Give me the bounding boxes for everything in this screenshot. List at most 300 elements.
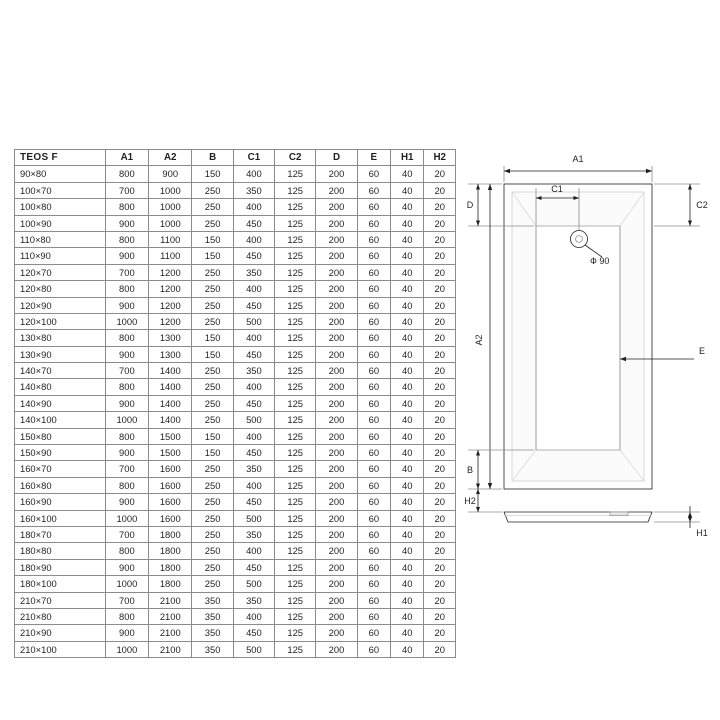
cell-model: 210×90 xyxy=(15,625,106,641)
cell-a2: 2100 xyxy=(149,608,192,624)
cell-h1: 40 xyxy=(391,297,424,313)
cell-d: 200 xyxy=(316,494,357,510)
cell-model: 140×80 xyxy=(15,379,106,395)
cell-c2: 125 xyxy=(275,526,316,542)
cell-d: 200 xyxy=(316,608,357,624)
table-row xyxy=(15,297,456,313)
cell-model: 210×80 xyxy=(15,608,106,624)
cell-a2: 2100 xyxy=(149,592,192,608)
cell-b: 250 xyxy=(192,576,233,592)
cell-e: 60 xyxy=(357,494,390,510)
cell-model: 160×100 xyxy=(15,510,106,526)
cell-a1: 900 xyxy=(105,445,148,461)
cell-model: 210×70 xyxy=(15,592,106,608)
cell-h2: 20 xyxy=(424,510,456,526)
cell-model: 120×90 xyxy=(15,297,106,313)
cell-c1: 400 xyxy=(233,231,274,247)
cell-h1: 40 xyxy=(391,428,424,444)
cell-b: 150 xyxy=(192,231,233,247)
cell-c1: 500 xyxy=(233,412,274,428)
cell-h1: 40 xyxy=(391,346,424,362)
cell-h1: 40 xyxy=(391,166,424,182)
cell-a1: 900 xyxy=(105,248,148,264)
cell-d: 200 xyxy=(316,231,357,247)
cell-c2: 125 xyxy=(275,379,316,395)
cell-h2: 20 xyxy=(424,215,456,231)
cell-c2: 125 xyxy=(275,215,316,231)
cell-b: 150 xyxy=(192,445,233,461)
cell-a2: 1200 xyxy=(149,281,192,297)
cell-a2: 1200 xyxy=(149,313,192,329)
table-row xyxy=(15,526,456,542)
label-h2: H2 xyxy=(464,496,476,506)
cell-c1: 400 xyxy=(233,330,274,346)
cell-c2: 125 xyxy=(275,543,316,559)
cell-d: 200 xyxy=(316,477,357,493)
label-drain-diameter: Ф 90 xyxy=(590,256,610,266)
cell-c1: 400 xyxy=(233,543,274,559)
cell-a1: 1000 xyxy=(105,510,148,526)
table-header xyxy=(15,150,456,166)
table-row xyxy=(15,264,456,280)
cell-model: 120×70 xyxy=(15,264,106,280)
table-row xyxy=(15,543,456,559)
cell-c2: 125 xyxy=(275,281,316,297)
cell-e: 60 xyxy=(357,199,390,215)
cell-a2: 1400 xyxy=(149,412,192,428)
cell-d: 200 xyxy=(316,215,357,231)
column-header-d: D xyxy=(316,150,357,166)
cell-c1: 350 xyxy=(233,363,274,379)
cell-e: 60 xyxy=(357,297,390,313)
table-row xyxy=(15,445,456,461)
cell-a1: 800 xyxy=(105,608,148,624)
cell-model: 140×100 xyxy=(15,412,106,428)
cell-e: 60 xyxy=(357,445,390,461)
cell-model: 210×100 xyxy=(15,641,106,657)
column-header-a2: A2 xyxy=(149,150,192,166)
cell-model: 140×90 xyxy=(15,395,106,411)
cell-model: 130×90 xyxy=(15,346,106,362)
cell-e: 60 xyxy=(357,248,390,264)
cell-h1: 40 xyxy=(391,281,424,297)
cell-a2: 1600 xyxy=(149,477,192,493)
cell-c1: 350 xyxy=(233,592,274,608)
cell-c1: 350 xyxy=(233,264,274,280)
cell-h2: 20 xyxy=(424,166,456,182)
cell-h2: 20 xyxy=(424,199,456,215)
cell-model: 180×70 xyxy=(15,526,106,542)
cell-model: 100×80 xyxy=(15,199,106,215)
drain-circle xyxy=(571,231,588,248)
table-row xyxy=(15,248,456,264)
cell-c2: 125 xyxy=(275,494,316,510)
table-row xyxy=(15,641,456,657)
cell-model: 160×70 xyxy=(15,461,106,477)
cell-h2: 20 xyxy=(424,445,456,461)
drawing-svg xyxy=(462,140,712,560)
cell-d: 200 xyxy=(316,199,357,215)
cell-a1: 700 xyxy=(105,461,148,477)
cell-a1: 900 xyxy=(105,395,148,411)
cell-c2: 125 xyxy=(275,166,316,182)
cell-h2: 20 xyxy=(424,264,456,280)
cell-c2: 125 xyxy=(275,592,316,608)
table-row xyxy=(15,215,456,231)
cell-d: 200 xyxy=(316,182,357,198)
cell-a1: 1000 xyxy=(105,641,148,657)
cell-e: 60 xyxy=(357,576,390,592)
cell-d: 200 xyxy=(316,641,357,657)
cell-b: 250 xyxy=(192,543,233,559)
cell-e: 60 xyxy=(357,313,390,329)
cell-e: 60 xyxy=(357,395,390,411)
cell-c2: 125 xyxy=(275,445,316,461)
table-row xyxy=(15,461,456,477)
cell-model: 180×80 xyxy=(15,543,106,559)
cell-d: 200 xyxy=(316,625,357,641)
cell-h2: 20 xyxy=(424,559,456,575)
cell-a2: 1800 xyxy=(149,526,192,542)
cell-a2: 1800 xyxy=(149,559,192,575)
cell-h1: 40 xyxy=(391,641,424,657)
cell-c1: 450 xyxy=(233,215,274,231)
cell-b: 150 xyxy=(192,346,233,362)
cell-b: 250 xyxy=(192,313,233,329)
label-b: B xyxy=(466,465,474,475)
table-header-row xyxy=(15,150,456,166)
cell-c2: 125 xyxy=(275,510,316,526)
cell-h2: 20 xyxy=(424,395,456,411)
cell-d: 200 xyxy=(316,395,357,411)
cell-e: 60 xyxy=(357,264,390,280)
cell-c1: 400 xyxy=(233,281,274,297)
cell-a2: 1300 xyxy=(149,330,192,346)
cell-h1: 40 xyxy=(391,379,424,395)
cell-e: 60 xyxy=(357,559,390,575)
cell-b: 250 xyxy=(192,363,233,379)
cell-d: 200 xyxy=(316,363,357,379)
cell-c1: 400 xyxy=(233,166,274,182)
cell-a1: 900 xyxy=(105,559,148,575)
cell-h1: 40 xyxy=(391,461,424,477)
cell-d: 200 xyxy=(316,248,357,264)
cell-c1: 400 xyxy=(233,477,274,493)
cell-d: 200 xyxy=(316,346,357,362)
cell-h1: 40 xyxy=(391,363,424,379)
cell-c2: 125 xyxy=(275,608,316,624)
cell-b: 250 xyxy=(192,494,233,510)
cell-a1: 800 xyxy=(105,477,148,493)
cell-e: 60 xyxy=(357,526,390,542)
table-row xyxy=(15,477,456,493)
cell-h2: 20 xyxy=(424,576,456,592)
cell-model: 140×70 xyxy=(15,363,106,379)
cell-a2: 1500 xyxy=(149,445,192,461)
cell-a1: 700 xyxy=(105,363,148,379)
cell-h2: 20 xyxy=(424,592,456,608)
cell-h2: 20 xyxy=(424,297,456,313)
cell-c1: 450 xyxy=(233,494,274,510)
cell-c1: 350 xyxy=(233,461,274,477)
table-row xyxy=(15,608,456,624)
cell-h2: 20 xyxy=(424,543,456,559)
cell-e: 60 xyxy=(357,477,390,493)
cell-d: 200 xyxy=(316,559,357,575)
cell-h1: 40 xyxy=(391,477,424,493)
cell-a2: 900 xyxy=(149,166,192,182)
cell-e: 60 xyxy=(357,231,390,247)
table-row xyxy=(15,494,456,510)
cell-h2: 20 xyxy=(424,363,456,379)
cell-c1: 450 xyxy=(233,625,274,641)
cell-e: 60 xyxy=(357,510,390,526)
table-row xyxy=(15,313,456,329)
cell-d: 200 xyxy=(316,592,357,608)
cell-c2: 125 xyxy=(275,182,316,198)
column-header-c2: C2 xyxy=(275,150,316,166)
label-a2: A2 xyxy=(474,334,484,346)
cell-h2: 20 xyxy=(424,248,456,264)
cell-e: 60 xyxy=(357,215,390,231)
cell-c2: 125 xyxy=(275,199,316,215)
cell-b: 350 xyxy=(192,625,233,641)
cell-h1: 40 xyxy=(391,592,424,608)
cell-b: 250 xyxy=(192,412,233,428)
cell-b: 350 xyxy=(192,641,233,657)
cell-c2: 125 xyxy=(275,477,316,493)
cell-a1: 700 xyxy=(105,526,148,542)
technical-drawing xyxy=(462,140,712,560)
cell-h2: 20 xyxy=(424,330,456,346)
cell-a2: 1400 xyxy=(149,395,192,411)
cell-model: 160×90 xyxy=(15,494,106,510)
cell-d: 200 xyxy=(316,543,357,559)
cell-h1: 40 xyxy=(391,526,424,542)
tray-side-profile xyxy=(504,512,652,522)
cell-d: 200 xyxy=(316,510,357,526)
dimensions-table-container xyxy=(14,149,456,658)
column-header-b: B xyxy=(192,150,233,166)
cell-h1: 40 xyxy=(391,330,424,346)
cell-h2: 20 xyxy=(424,428,456,444)
cell-c1: 450 xyxy=(233,346,274,362)
cell-a1: 800 xyxy=(105,543,148,559)
side-drain-cover xyxy=(610,512,628,516)
cell-model: 100×70 xyxy=(15,182,106,198)
cell-h2: 20 xyxy=(424,641,456,657)
label-d: D xyxy=(466,200,474,210)
cell-a2: 1200 xyxy=(149,264,192,280)
cell-h2: 20 xyxy=(424,477,456,493)
column-header-a1: A1 xyxy=(105,150,148,166)
cell-h1: 40 xyxy=(391,445,424,461)
cell-b: 150 xyxy=(192,248,233,264)
cell-model: 100×90 xyxy=(15,215,106,231)
cell-h1: 40 xyxy=(391,576,424,592)
cell-h2: 20 xyxy=(424,281,456,297)
dimensions-table xyxy=(14,149,456,658)
cell-h2: 20 xyxy=(424,526,456,542)
cell-e: 60 xyxy=(357,281,390,297)
column-header-c1: C1 xyxy=(233,150,274,166)
cell-b: 350 xyxy=(192,608,233,624)
cell-c2: 125 xyxy=(275,346,316,362)
cell-h2: 20 xyxy=(424,346,456,362)
cell-h2: 20 xyxy=(424,231,456,247)
table-row xyxy=(15,346,456,362)
cell-c1: 400 xyxy=(233,428,274,444)
cell-model: 110×80 xyxy=(15,231,106,247)
cell-c2: 125 xyxy=(275,264,316,280)
column-header-e: E xyxy=(357,150,390,166)
cell-h1: 40 xyxy=(391,510,424,526)
cell-b: 250 xyxy=(192,281,233,297)
cell-a1: 700 xyxy=(105,264,148,280)
cell-e: 60 xyxy=(357,166,390,182)
cell-a2: 1300 xyxy=(149,346,192,362)
column-header-h1: H1 xyxy=(391,150,424,166)
cell-a2: 2100 xyxy=(149,625,192,641)
cell-c1: 400 xyxy=(233,199,274,215)
cell-a1: 900 xyxy=(105,297,148,313)
cell-c1: 450 xyxy=(233,445,274,461)
cell-a2: 1000 xyxy=(149,215,192,231)
cell-b: 250 xyxy=(192,264,233,280)
cell-a1: 700 xyxy=(105,592,148,608)
cell-a2: 1500 xyxy=(149,428,192,444)
cell-a1: 800 xyxy=(105,428,148,444)
cell-b: 350 xyxy=(192,592,233,608)
cell-a2: 1600 xyxy=(149,461,192,477)
table-row xyxy=(15,166,456,182)
table-row xyxy=(15,379,456,395)
cell-a1: 900 xyxy=(105,625,148,641)
cell-d: 200 xyxy=(316,379,357,395)
cell-d: 200 xyxy=(316,297,357,313)
cell-c1: 500 xyxy=(233,313,274,329)
cell-a1: 1000 xyxy=(105,576,148,592)
cell-e: 60 xyxy=(357,608,390,624)
cell-e: 60 xyxy=(357,543,390,559)
cell-c1: 400 xyxy=(233,608,274,624)
cell-h1: 40 xyxy=(391,215,424,231)
cell-e: 60 xyxy=(357,428,390,444)
cell-a1: 1000 xyxy=(105,412,148,428)
cell-e: 60 xyxy=(357,461,390,477)
label-h1: H1 xyxy=(696,528,708,538)
cell-c1: 450 xyxy=(233,297,274,313)
cell-model: 110×90 xyxy=(15,248,106,264)
cell-model: 180×100 xyxy=(15,576,106,592)
cell-b: 250 xyxy=(192,559,233,575)
table-row xyxy=(15,330,456,346)
cell-a2: 2100 xyxy=(149,641,192,657)
cell-c2: 125 xyxy=(275,428,316,444)
cell-a1: 900 xyxy=(105,215,148,231)
table-row xyxy=(15,592,456,608)
cell-h1: 40 xyxy=(391,625,424,641)
label-c1: C1 xyxy=(551,184,563,194)
cell-model: 120×100 xyxy=(15,313,106,329)
cell-b: 250 xyxy=(192,297,233,313)
table-row xyxy=(15,559,456,575)
table-row xyxy=(15,510,456,526)
cell-h2: 20 xyxy=(424,461,456,477)
cell-a1: 900 xyxy=(105,346,148,362)
cell-c2: 125 xyxy=(275,248,316,264)
cell-h2: 20 xyxy=(424,379,456,395)
cell-c1: 450 xyxy=(233,248,274,264)
table-row xyxy=(15,428,456,444)
cell-d: 200 xyxy=(316,526,357,542)
cell-a1: 900 xyxy=(105,494,148,510)
cell-h2: 20 xyxy=(424,608,456,624)
table-row xyxy=(15,395,456,411)
cell-a2: 1000 xyxy=(149,182,192,198)
cell-model: 90×80 xyxy=(15,166,106,182)
label-e: E xyxy=(698,346,706,356)
cell-h1: 40 xyxy=(391,182,424,198)
cell-c2: 125 xyxy=(275,297,316,313)
cell-e: 60 xyxy=(357,379,390,395)
cell-a1: 800 xyxy=(105,231,148,247)
cell-a2: 1400 xyxy=(149,363,192,379)
cell-a2: 1800 xyxy=(149,543,192,559)
cell-c2: 125 xyxy=(275,231,316,247)
cell-h2: 20 xyxy=(424,625,456,641)
cell-c2: 125 xyxy=(275,313,316,329)
cell-c1: 450 xyxy=(233,559,274,575)
table-row xyxy=(15,576,456,592)
cell-a1: 800 xyxy=(105,199,148,215)
table-row xyxy=(15,281,456,297)
cell-c2: 125 xyxy=(275,395,316,411)
cell-d: 200 xyxy=(316,412,357,428)
cell-d: 200 xyxy=(316,330,357,346)
table-row xyxy=(15,625,456,641)
label-a1: A1 xyxy=(572,154,584,164)
cell-c1: 500 xyxy=(233,641,274,657)
cell-d: 200 xyxy=(316,445,357,461)
cell-h2: 20 xyxy=(424,313,456,329)
cell-c2: 125 xyxy=(275,330,316,346)
cell-b: 150 xyxy=(192,166,233,182)
cell-h2: 20 xyxy=(424,182,456,198)
cell-a1: 1000 xyxy=(105,313,148,329)
cell-h1: 40 xyxy=(391,231,424,247)
cell-e: 60 xyxy=(357,182,390,198)
cell-a2: 1100 xyxy=(149,248,192,264)
cell-a1: 800 xyxy=(105,166,148,182)
cell-c2: 125 xyxy=(275,576,316,592)
cell-c2: 125 xyxy=(275,625,316,641)
cell-e: 60 xyxy=(357,330,390,346)
column-header-model: TEOS F xyxy=(15,150,106,166)
cell-c1: 350 xyxy=(233,526,274,542)
cell-a1: 800 xyxy=(105,379,148,395)
cell-model: 150×90 xyxy=(15,445,106,461)
cell-a2: 1000 xyxy=(149,199,192,215)
cell-h1: 40 xyxy=(391,543,424,559)
cell-a2: 1400 xyxy=(149,379,192,395)
cell-b: 250 xyxy=(192,379,233,395)
cell-c2: 125 xyxy=(275,559,316,575)
cell-b: 250 xyxy=(192,526,233,542)
cell-e: 60 xyxy=(357,412,390,428)
cell-b: 250 xyxy=(192,510,233,526)
cell-e: 60 xyxy=(357,363,390,379)
